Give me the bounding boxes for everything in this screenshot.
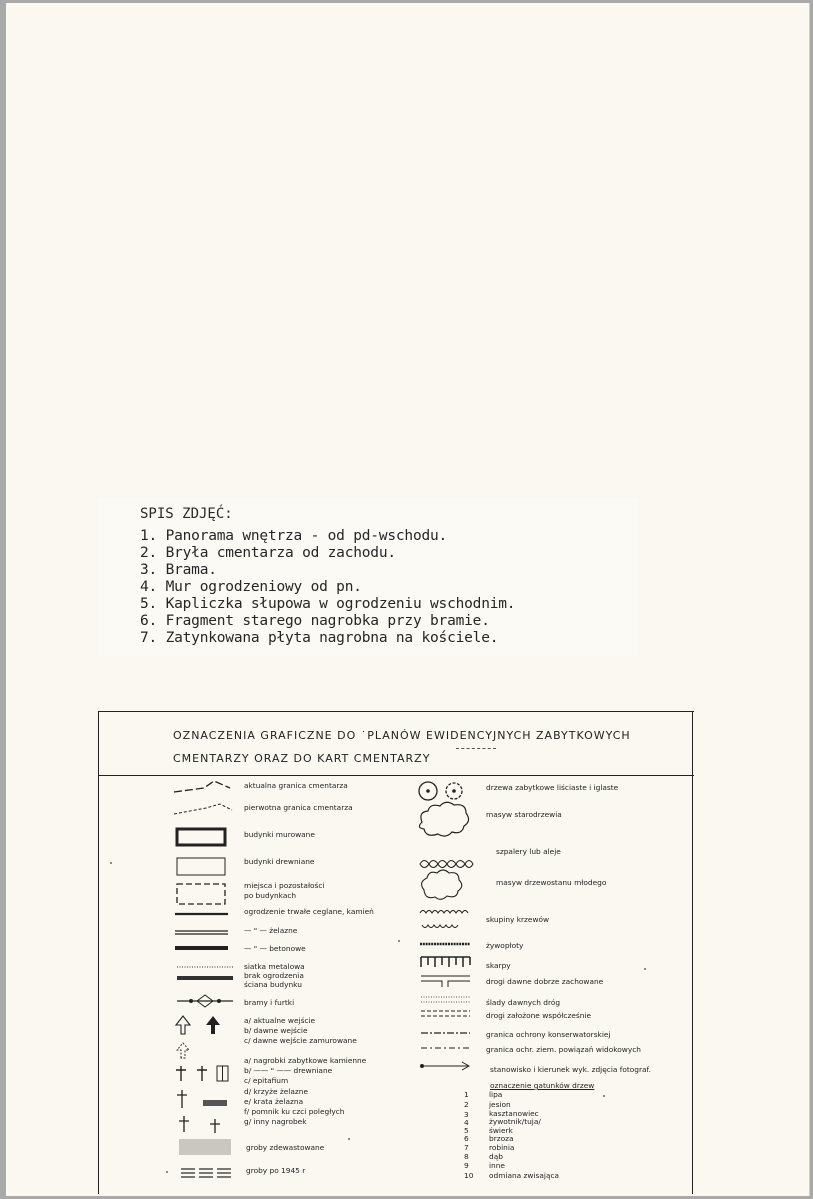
legend-label: miejsca i pozostałości: [244, 881, 325, 890]
species-number: 8: [464, 1152, 469, 1161]
legend-label: skarpy: [486, 961, 511, 970]
legend-label: po budynkach: [244, 891, 297, 900]
photo-list-item: 7. Zatynkowana płyta nagrobna na kościele.: [140, 630, 499, 646]
legend-label: siatka metalowa: [244, 962, 305, 971]
damaged-and-postwar-grave-symbols-icon: [175, 1138, 235, 1186]
legend-heading-line1: OZNACZENIA GRAFICZNE DO ˙PLANÓW EWIDENCYJNYCH ZABYTKOWYCH: [173, 729, 631, 742]
speck: [398, 940, 400, 942]
photo-list-item: 3. Brama.: [140, 562, 217, 578]
legend-label: brak ogrodzenia: [244, 971, 304, 980]
legend-heading-rule: [98, 775, 694, 776]
legend-label: a/ aktualne wejście: [244, 1016, 316, 1025]
legend-label: ślady dawnych dróg: [486, 998, 561, 1007]
species-name: lipa: [489, 1090, 503, 1099]
tree-and-greenery-symbols-icon: [416, 778, 476, 900]
legend-label: budynki murowane: [244, 830, 315, 839]
paper-sheet: [6, 3, 810, 1196]
speck: [110, 862, 112, 864]
legend-label: c/ epitafium: [244, 1076, 289, 1085]
entrance-and-grave-symbols-icon: [173, 1014, 235, 1138]
species-number: 4: [464, 1118, 469, 1127]
legend-label: drzewa zabytkowe liściaste i iglaste: [486, 783, 619, 792]
legend-label: — " — betonowe: [244, 944, 306, 953]
species-number: 5: [464, 1126, 469, 1135]
species-name: inne: [489, 1161, 505, 1170]
photo-list-item: 6. Fragment starego nagrobka przy bramie.: [140, 613, 490, 629]
species-number: 7: [464, 1143, 469, 1152]
species-name: jesion: [489, 1100, 511, 1109]
photo-list-item: 5. Kapliczka słupowa w ogrodzeniu wschodnim.: [140, 596, 516, 612]
legend-left-border: [98, 712, 99, 1194]
legend-label: groby po 1945 r: [246, 1166, 306, 1175]
boundary-and-building-symbols-icon: [170, 780, 238, 960]
legend-label: a/ nagrobki zabytkowe kamienne: [244, 1056, 367, 1065]
legend-label: masyw starodrzewia: [486, 810, 562, 819]
speck: [644, 968, 646, 970]
legend-label: drogi dawne dobrze zachowane: [486, 977, 604, 986]
species-name: świerk: [489, 1126, 513, 1135]
photo-list-item: 1. Panorama wnętrza - od pd-wschodu.: [140, 528, 448, 544]
speck: [348, 1138, 350, 1140]
legend-label: — " — żelazne: [244, 926, 298, 935]
species-name: żywotnik/tuja/: [489, 1117, 541, 1126]
legend-label: stanowisko i kierunek wyk. zdjęcia fotograf.: [490, 1065, 651, 1074]
legend-label: aktualna granica cmentarza: [244, 781, 348, 790]
species-number: 3: [464, 1110, 469, 1119]
legend-heading-line2: CMENTARZY ORAZ DO KART CMENTARZY: [173, 752, 431, 765]
species-name: kasztanowiec: [489, 1109, 539, 1118]
speck: [603, 1095, 605, 1097]
legend-label: budynki drewniane: [244, 857, 315, 866]
species-name: robinia: [489, 1143, 515, 1152]
species-number: 2: [464, 1100, 469, 1109]
fence-and-gate-symbols-icon: [175, 965, 235, 1011]
legend-label: e/ krata żelazna: [244, 1097, 304, 1106]
photo-list-item: 4. Mur ogrodzeniowy od pn.: [140, 579, 362, 595]
legend-label: bramy i furtki: [244, 998, 295, 1007]
legend-label: b/ —— " —— drewniane: [244, 1066, 333, 1075]
legend-right-border: [692, 712, 693, 1194]
legend-label: drogi założone współcześnie: [486, 1011, 592, 1020]
shrub-slope-road-symbols-icon: [418, 905, 478, 1055]
photo-list-panel: [98, 498, 638, 656]
photo-direction-arrow-icon: [418, 1060, 478, 1072]
legend-label: pierwotna granica cmentarza: [244, 803, 353, 812]
species-number: 10: [464, 1171, 474, 1180]
legend-label: granica ochrony konserwatorskiej: [486, 1030, 611, 1039]
photo-list-title: SPIS ZDJĘĆ:: [140, 506, 233, 522]
species-number: 6: [464, 1134, 469, 1143]
legend-label: ściana budynku: [244, 980, 302, 989]
species-name: dąb: [489, 1152, 503, 1161]
heading-underline: [456, 748, 496, 750]
legend-label: ogrodzenie trwałe ceglane, kamień: [244, 907, 374, 916]
legend-label: f/ pomnik ku czci poległych: [244, 1107, 345, 1116]
photo-list-item: 2. Bryła cmentarza od zachodu.: [140, 545, 396, 561]
speck: [166, 1171, 168, 1173]
legend-label: żywopłoty: [486, 941, 524, 950]
legend-label: masyw drzewostanu młodego: [496, 878, 607, 887]
legend-sheet: [98, 711, 694, 1194]
legend-label: b/ dawne wejście: [244, 1026, 308, 1035]
species-title: oznaczenie gatunków drzew: [490, 1081, 595, 1090]
species-name: brzoza: [489, 1134, 514, 1143]
legend-label: granica ochr. ziem. powiązań widokowych: [486, 1045, 641, 1054]
species-number: 1: [464, 1090, 469, 1099]
legend-label: szpalery lub aleje: [496, 847, 561, 856]
species-number: 9: [464, 1161, 469, 1170]
legend-label: groby zdewastowane: [246, 1143, 325, 1152]
species-name: odmiana zwisająca: [489, 1171, 560, 1180]
legend-label: d/ krzyże żelazne: [244, 1087, 308, 1096]
legend-label: g/ inny nagrobek: [244, 1117, 307, 1126]
legend-label: skupiny krzewów: [486, 915, 550, 924]
legend-label: c/ dawne wejście zamurowane: [244, 1036, 357, 1045]
